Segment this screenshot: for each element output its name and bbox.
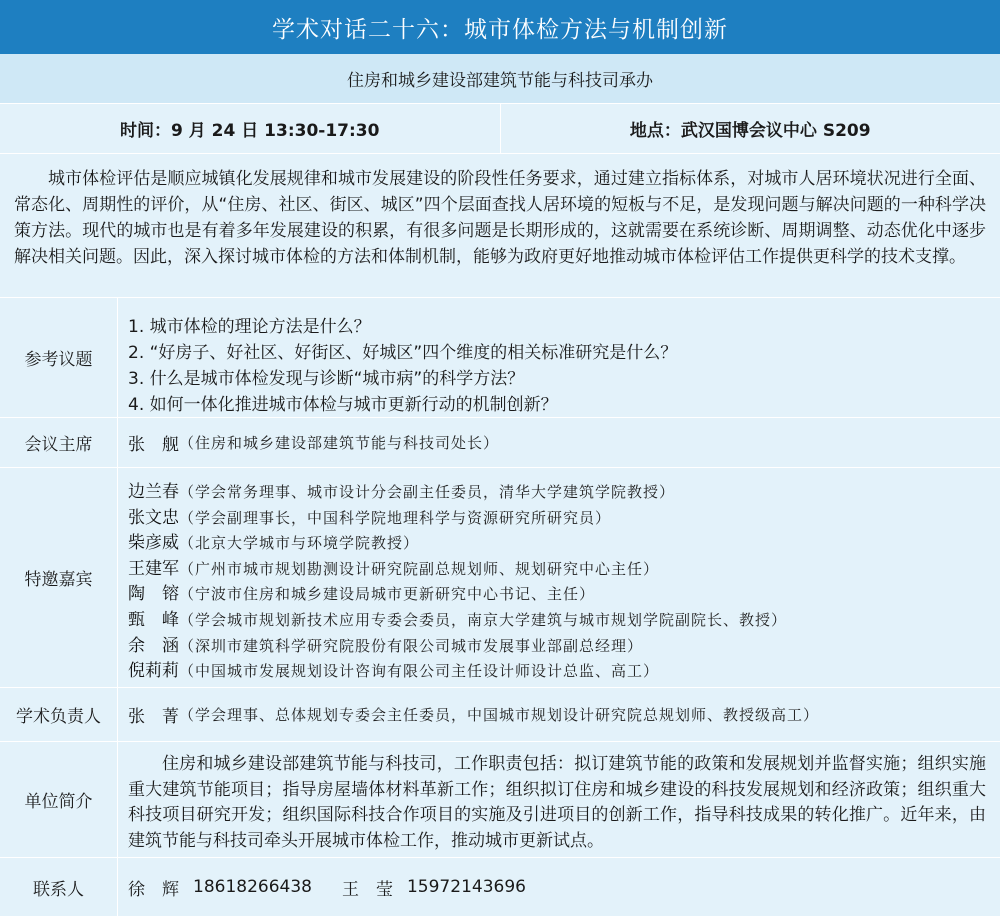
guests-label: 特邀嘉宾: [0, 468, 118, 687]
topic-item: 1. 城市体检的理论方法是什么？: [128, 317, 371, 337]
lead-content: [118, 688, 1000, 741]
guest-name: 张文忠: [128, 507, 179, 528]
guest-name: 柴彦威: [128, 533, 179, 554]
chair-name: 张 舰: [128, 435, 179, 455]
lead-desc: （学会理事、总体规划专委会主任委员，中国城市规划设计研究院总规划师、教授级高工）: [179, 706, 820, 724]
time-cell: 时间：9 月 24 日 13:30-17:30: [120, 121, 380, 141]
guest-desc: （深圳市建筑科学研究院股份有限公司城市发展事业部副总经理）: [179, 636, 644, 655]
intro-paragraph: 城市体检评估是顺应城镇化发展规律和城市发展建设的阶段性任务要求，通过建立指标体系，对城市人居环境状况进行全面、常态化、周期性的评价，从“住房、社区、街区、城区”四个层面查找人居环境的短板与不足，是发现问题与解决问题的一种科学决策方法。现代的城市也是有着多年发展建设的积累，有很多问题是长期形成的，这就需要在系统诊断、周期调整、动态优化中逐步解决相关问题。因此，深入探讨城市体检的方法和体制机制，能够为政府更好地推动城市体检评估工作提供更科学的技术支撑。: [0, 154, 1000, 298]
chair-content: [118, 418, 1000, 467]
guest-desc: （学会副理事长，中国科学院地理科学与资源研究所研究员）: [179, 508, 612, 527]
guest-name: 陶 镕: [128, 584, 179, 605]
contact-phone-2: 15972143696: [406, 877, 526, 897]
guest-item: [128, 557, 1000, 583]
topic-item: 4. 如何一体化推进城市体检与城市更新行动的机制创新？: [128, 395, 558, 415]
guests-list: [118, 468, 1000, 687]
contact-person-1: 徐 辉: [128, 879, 179, 900]
guest-item: [128, 634, 1000, 660]
guest-desc: （广州市城市规划勘测设计研究院副总规划师、规划研究中心主任）: [179, 559, 660, 578]
guest-name: 倪莉莉: [128, 661, 179, 682]
topics-label: 参考议题: [0, 298, 118, 417]
guest-desc: （学会常务理事、城市设计分会副主任委员，清华大学建筑学院教授）: [179, 483, 676, 501]
chair-desc: （住房和城乡建设部建筑节能与科技司处长）: [179, 434, 500, 452]
guest-desc: （宁波市住房和城乡建设局城市更新研究中心书记、主任）: [179, 585, 596, 604]
guest-item: [128, 608, 1000, 634]
chair-row: [0, 418, 1000, 468]
unit-text: 住房和城乡建设部建筑节能与科技司，工作职责包括：拟订建筑节能的政策和发展规划并监督实施；组织实施重大建筑节能项目；指导房屋墙体材料革新工作；组织拟订住房和城乡建设的科技发展规划和经济政策；组织重大科技项目研究开发；组织国际科技合作项目的实施及引进项目的创新工作，指导科技成果的转化推广。近年来，由建筑节能与科技司牵头开展城市体检工作，推动城市更新试点。: [128, 754, 986, 851]
guest-desc: （学会城市规划新技术应用专委会委员，南京大学建筑与城市规划学院副院长、教授）: [179, 610, 788, 629]
topic-item: 3. 什么是城市体检发现与诊断“城市病”的科学方法？: [128, 369, 525, 389]
contact-label: 联系人: [0, 858, 118, 916]
topics-list: [118, 298, 1000, 417]
lead-name: 张 菁: [128, 707, 179, 727]
contact-content: [118, 858, 1000, 916]
guest-item: [128, 582, 1000, 608]
guest-name: 甄 峰: [128, 609, 179, 630]
topics-row: [0, 298, 1000, 418]
contact-row: [0, 858, 1000, 916]
location-cell: 地点：武汉国博会议中心 S209: [500, 104, 1000, 153]
guest-name: 边兰春: [128, 482, 179, 502]
guests-row: [0, 468, 1000, 688]
time-location-row: [0, 104, 1000, 154]
lead-row: [0, 688, 1000, 742]
guest-item: [128, 480, 1000, 506]
guest-desc: （中国城市发展规划设计咨询有限公司主任设计师设计总监、高工）: [179, 662, 660, 681]
unit-label: 单位简介: [0, 742, 118, 857]
guest-name: 余 涵: [128, 635, 179, 656]
guest-item: [128, 506, 1000, 532]
host-info: 住房和城乡建设部建筑节能与科技司承办: [0, 54, 1000, 104]
contact-phone-1: 18618266438: [193, 877, 312, 897]
contact-person-2: 王 莹: [341, 879, 393, 900]
guest-desc: （北京大学城市与环境学院教授）: [179, 534, 420, 553]
chair-label: 会议主席: [0, 418, 118, 467]
lead-label: 学术负责人: [0, 688, 118, 741]
guest-item: [128, 531, 1000, 557]
guest-name: 王建军: [128, 558, 179, 579]
topic-item: 2. “好房子、好社区、好街区、好城区”四个维度的相关标准研究是什么？: [128, 343, 678, 363]
page-title: 学术对话二十六：城市体检方法与机制创新: [0, 0, 1000, 54]
unit-row: [0, 742, 1000, 858]
guest-item: [128, 659, 1000, 685]
